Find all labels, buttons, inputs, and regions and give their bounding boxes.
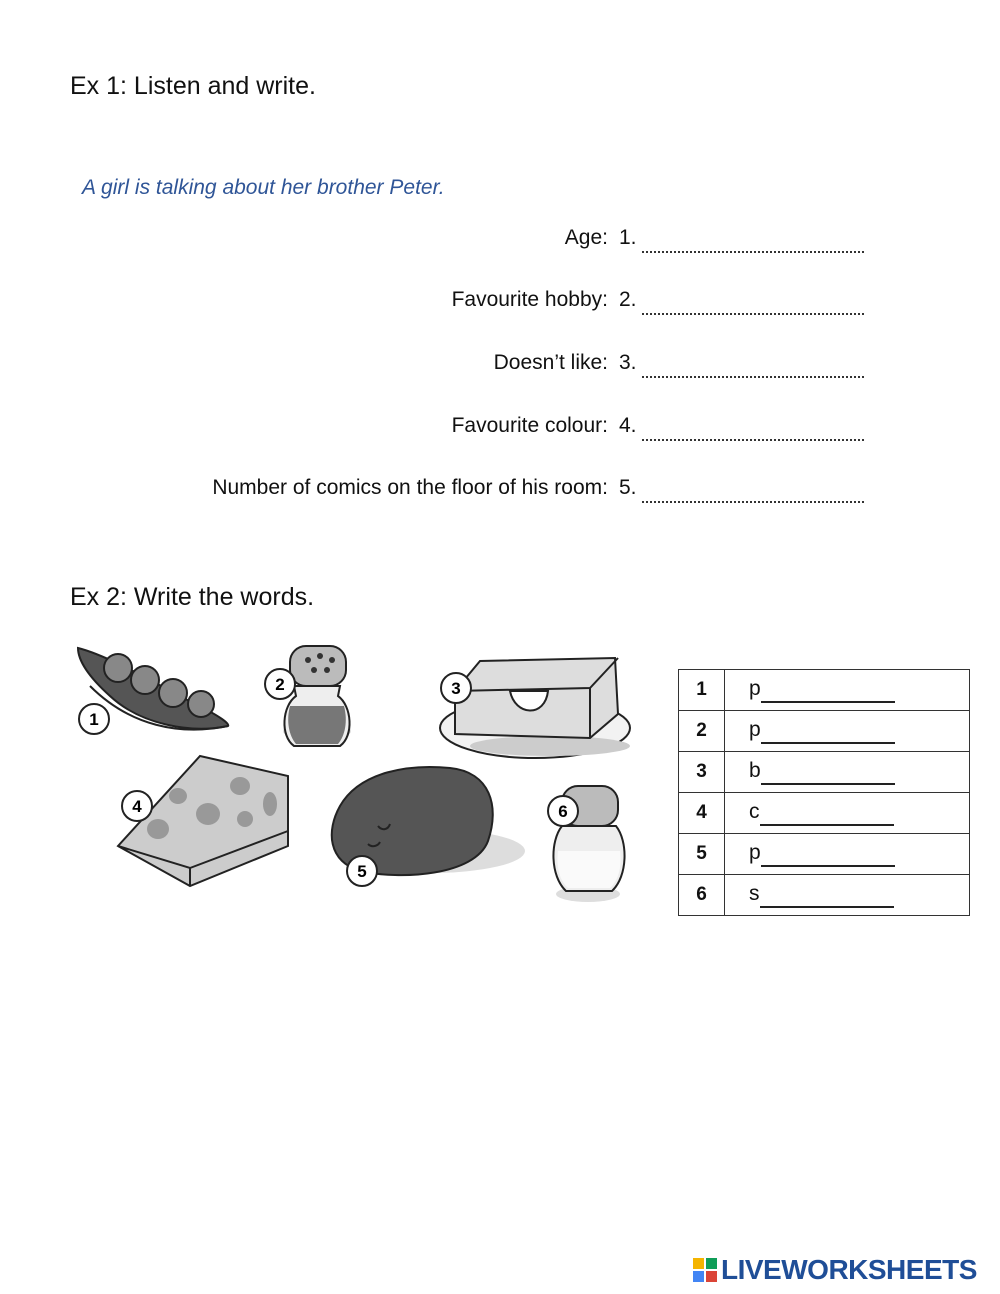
picture-label: 2 — [275, 675, 285, 694]
number-circle — [347, 856, 377, 886]
word-cell — [725, 711, 970, 752]
answer-group — [619, 476, 864, 503]
butter-icon — [440, 658, 630, 758]
word-input-5[interactable] — [761, 843, 895, 867]
question-label: Favourite colour: — [451, 414, 608, 437]
question-number: 3. — [619, 351, 637, 374]
answer-group — [619, 226, 864, 253]
row-number: 2 — [679, 711, 725, 752]
word-answer-table — [678, 669, 970, 916]
liveworksheets-logo[interactable] — [693, 1254, 977, 1286]
exercise-1-title: Ex 1: Listen and write. — [70, 72, 316, 100]
question-label: Age: — [564, 226, 608, 249]
logo-text: LIVEWORKSHEETS — [721, 1254, 977, 1285]
question-label: Doesn’t like: — [493, 351, 608, 374]
question-label: Number of comics on the floor of his room: — [212, 476, 608, 499]
word-first-letter: p — [749, 677, 761, 701]
word-cell — [725, 670, 970, 711]
answer-group — [619, 414, 864, 441]
number-circle — [79, 704, 109, 734]
word-input-2[interactable] — [761, 720, 895, 744]
row-number: 4 — [679, 793, 725, 834]
question-number: 1. — [619, 226, 637, 249]
number-circle — [441, 673, 471, 703]
answer-input-2[interactable] — [642, 289, 864, 315]
question-row — [60, 476, 880, 506]
question-row — [60, 226, 880, 256]
word-first-letter: p — [749, 718, 761, 742]
word-cell — [725, 793, 970, 834]
word-first-letter: s — [749, 882, 760, 906]
row-number: 5 — [679, 834, 725, 875]
row-number: 1 — [679, 670, 725, 711]
answer-group — [619, 351, 864, 378]
word-first-letter: p — [749, 841, 761, 865]
picture-label: 4 — [132, 797, 142, 816]
number-circle — [548, 796, 578, 826]
word-cell — [725, 752, 970, 793]
word-input-1[interactable] — [761, 679, 895, 703]
word-first-letter: b — [749, 759, 761, 783]
question-number: 2. — [619, 288, 637, 311]
answer-input-1[interactable] — [642, 227, 864, 253]
table-row — [679, 834, 970, 875]
table-row — [679, 711, 970, 752]
exercise-2-title: Ex 2: Write the words. — [70, 583, 315, 611]
table-row — [679, 752, 970, 793]
exercise-1-intro: A girl is talking about her brother Peter. — [82, 176, 445, 199]
answer-group — [619, 288, 864, 315]
picture-label: 3 — [451, 679, 461, 698]
question-label: Favourite hobby: — [451, 288, 608, 311]
table-row — [679, 670, 970, 711]
question-number: 4. — [619, 414, 637, 437]
cheese-icon — [118, 756, 288, 886]
word-input-3[interactable] — [761, 761, 895, 785]
picture-label: 6 — [558, 802, 568, 821]
table-row — [679, 875, 970, 916]
word-cell — [725, 875, 970, 916]
word-input-6[interactable] — [760, 884, 894, 908]
question-row — [60, 414, 880, 444]
number-circle — [122, 791, 152, 821]
question-row — [60, 288, 880, 318]
question-number: 5. — [619, 476, 637, 499]
food-illustration — [70, 636, 640, 906]
logo-blocks-icon — [693, 1258, 717, 1282]
word-first-letter: c — [749, 800, 760, 824]
number-circle — [265, 669, 295, 699]
word-cell — [725, 834, 970, 875]
answer-input-4[interactable] — [642, 415, 864, 441]
pepper-shaker-icon — [283, 646, 351, 746]
word-input-4[interactable] — [760, 802, 894, 826]
picture-label: 1 — [89, 710, 99, 729]
question-row — [60, 351, 880, 381]
picture-label: 5 — [357, 862, 367, 881]
answer-input-3[interactable] — [642, 352, 864, 378]
row-number: 6 — [679, 875, 725, 916]
answer-input-5[interactable] — [642, 477, 864, 503]
table-row — [679, 793, 970, 834]
row-number: 3 — [679, 752, 725, 793]
